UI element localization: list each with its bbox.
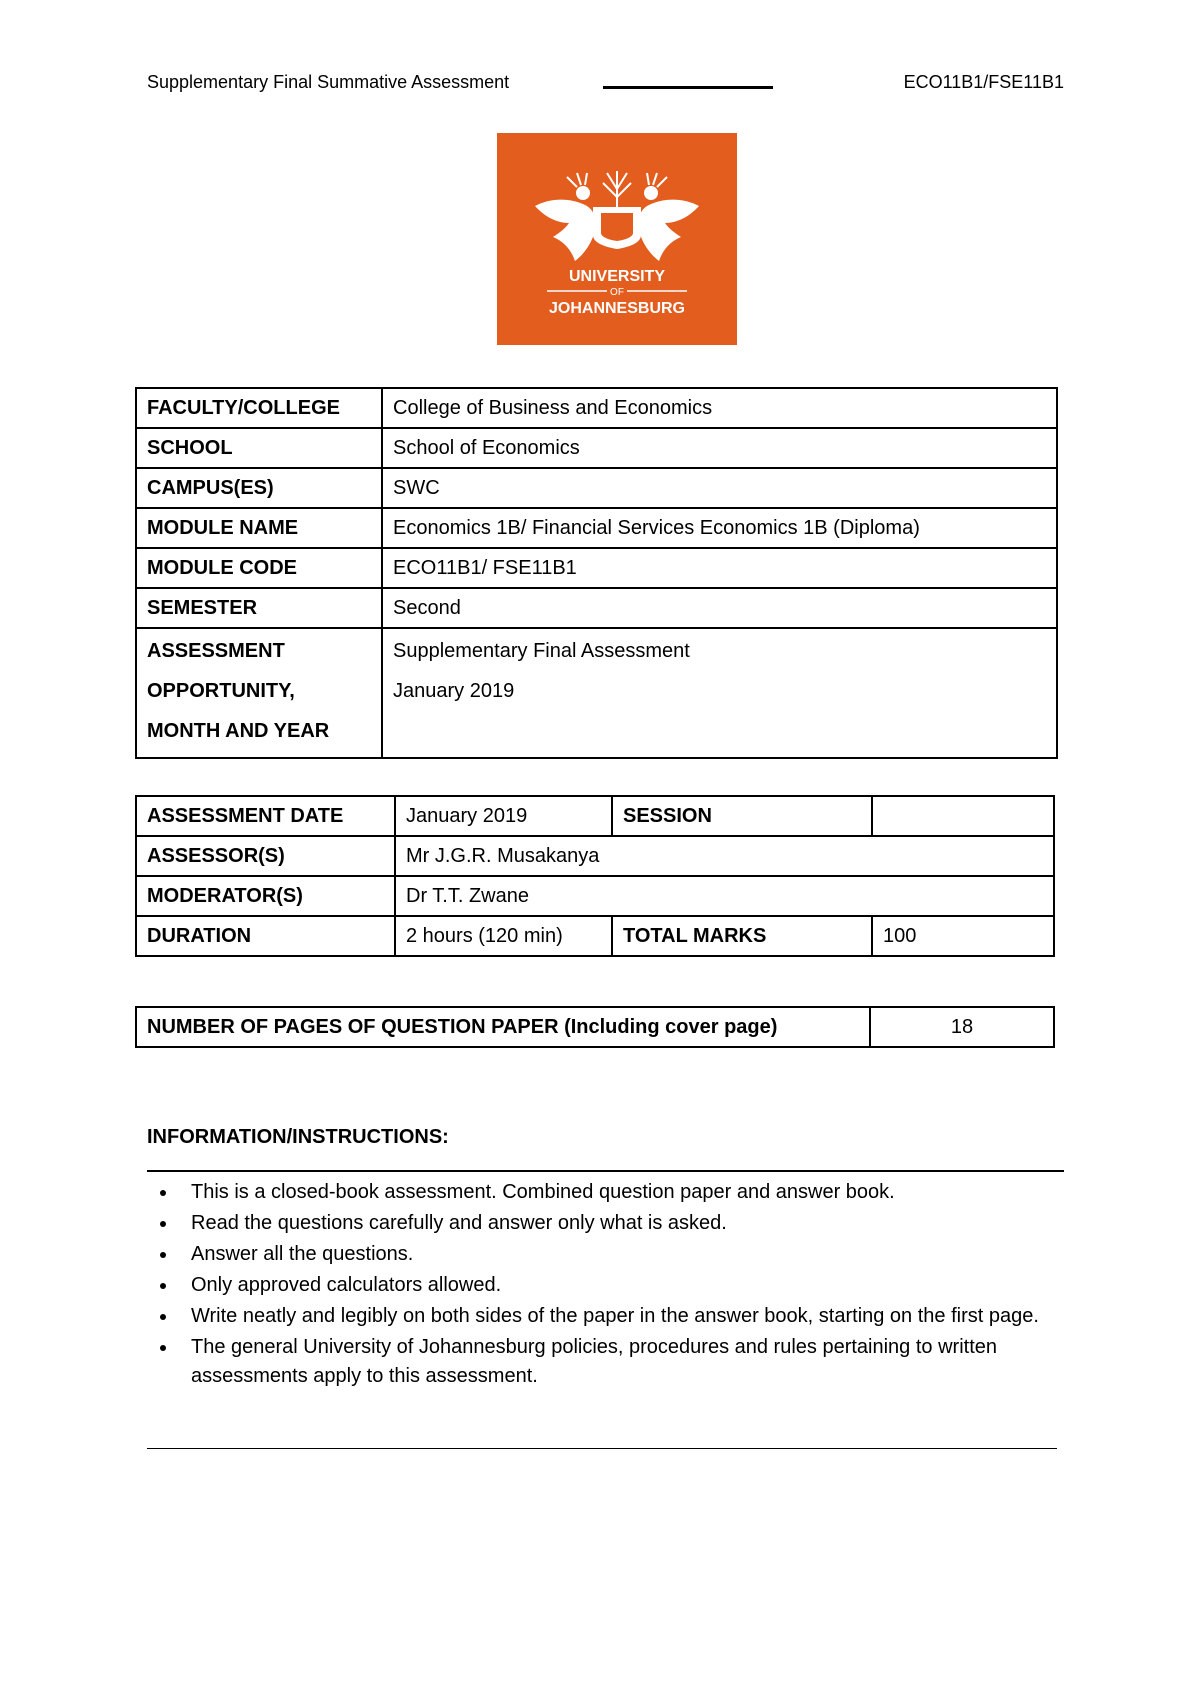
- logo-line-2: OF: [610, 287, 624, 298]
- session-value: [872, 796, 1054, 836]
- university-logo: [497, 133, 737, 345]
- opportunity-value-line: Supplementary Final Assessment: [393, 640, 690, 662]
- module-code-label: MODULE CODE: [136, 548, 382, 588]
- school-value: School of Economics: [382, 428, 1057, 468]
- opportunity-label: [136, 628, 382, 758]
- module-name-value: Economics 1B/ Financial Services Economics 1B (Diploma): [382, 508, 1057, 548]
- pages-label: NUMBER OF PAGES OF QUESTION PAPER (Including cover page): [136, 1007, 870, 1047]
- logo-line-3: JOHANNESBURG: [548, 300, 686, 317]
- session-label: SESSION: [612, 796, 872, 836]
- assessment-date-value: January 2019: [395, 796, 612, 836]
- school-label: SCHOOL: [136, 428, 382, 468]
- faculty-label: FACULTY/COLLEGE: [136, 388, 382, 428]
- opportunity-value: [382, 628, 1057, 758]
- list-item: The general University of Johannesburg policies, procedures and rules pertaining to written assessments apply to this assessment.: [147, 1333, 1097, 1391]
- instructions-title: INFORMATION/INSTRUCTIONS:: [147, 1126, 449, 1148]
- list-item: This is a closed-book assessment. Combined question paper and answer book.: [147, 1178, 1097, 1207]
- assessment-date-label: ASSESSMENT DATE: [136, 796, 395, 836]
- module-code-value: ECO11B1/ FSE11B1: [382, 548, 1057, 588]
- table-row: [136, 628, 1057, 758]
- opportunity-value-line: January 2019: [393, 680, 515, 702]
- table-row: [136, 1007, 1054, 1047]
- opportunity-label-line: ASSESSMENT: [147, 640, 285, 662]
- table-row: [136, 508, 1057, 548]
- table-row: [136, 836, 1054, 876]
- module-details-table: [135, 387, 1058, 759]
- semester-label: SEMESTER: [136, 588, 382, 628]
- module-name-label: MODULE NAME: [136, 508, 382, 548]
- campus-value: SWC: [382, 468, 1057, 508]
- crest-icon: [497, 133, 737, 345]
- table-row: [136, 428, 1057, 468]
- list-item: Answer all the questions.: [147, 1240, 1097, 1269]
- assessment-table: [135, 795, 1055, 957]
- assessor-label: ASSESSOR(S): [136, 836, 395, 876]
- table-row: [136, 876, 1054, 916]
- list-item: Read the questions carefully and answer only what is asked.: [147, 1209, 1097, 1238]
- header-code: ECO11B1/FSE11B1: [903, 72, 1064, 92]
- table-row: [136, 796, 1054, 836]
- table-row: [136, 548, 1057, 588]
- total-marks-value: 100: [872, 916, 1054, 956]
- faculty-value: College of Business and Economics: [382, 388, 1057, 428]
- pages-table: [135, 1006, 1055, 1048]
- table-row: [136, 388, 1057, 428]
- duration-label: DURATION: [136, 916, 395, 956]
- header-title: Supplementary Final Summative Assessment: [147, 72, 510, 92]
- table-row: [136, 588, 1057, 628]
- pages-value: 18: [870, 1007, 1054, 1047]
- divider: [147, 1170, 1064, 1172]
- duration-value: 2 hours (120 min): [395, 916, 612, 956]
- logo-line-1: UNIVERSITY: [568, 268, 666, 285]
- header-rule: [603, 86, 773, 89]
- divider: [147, 1448, 1057, 1449]
- moderator-label: MODERATOR(S): [136, 876, 395, 916]
- campus-label: CAMPUS(ES): [136, 468, 382, 508]
- assessor-value: Mr J.G.R. Musakanya: [395, 836, 1054, 876]
- table-row: [136, 916, 1054, 956]
- semester-value: Second: [382, 588, 1057, 628]
- total-marks-label: TOTAL MARKS: [612, 916, 872, 956]
- opportunity-label-line: OPPORTUNITY,: [147, 680, 295, 702]
- opportunity-label-line: MONTH AND YEAR: [147, 720, 330, 742]
- list-item: Write neatly and legibly on both sides of the paper in the answer book, starting on the first page.: [147, 1302, 1097, 1331]
- instructions-list: [147, 1178, 1097, 1393]
- list-item: Only approved calculators allowed.: [147, 1271, 1097, 1300]
- moderator-value: Dr T.T. Zwane: [395, 876, 1054, 916]
- page-header: [147, 72, 1064, 100]
- table-row: [136, 468, 1057, 508]
